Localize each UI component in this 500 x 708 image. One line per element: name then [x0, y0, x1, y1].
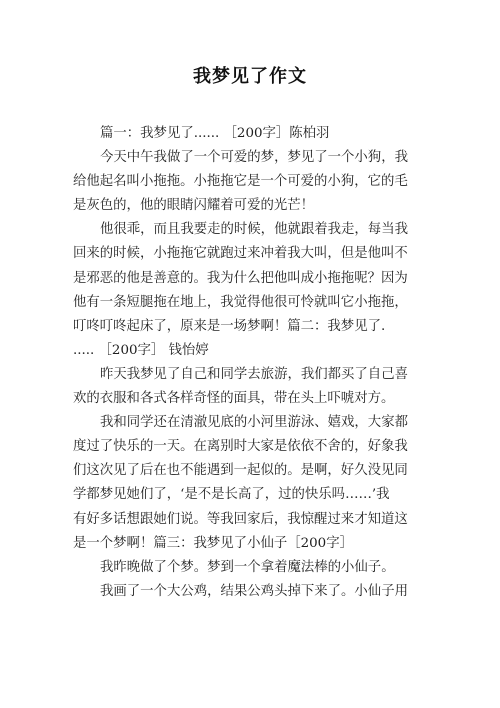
document-title: 我梦见了作文 — [193, 66, 307, 87]
body-line: 他很乖，而且我要走的时候，他就跟着我走，每当我 — [100, 222, 408, 238]
body-line: ..... ［200字］ 钱怡婷 — [73, 342, 209, 358]
body-line: 学都梦见她们了，‘是不是长高了，过的快乐吗……’我 — [73, 487, 390, 503]
body-line: 回来的时候，小拖拖它就跑过来冲着我大叫，但是他叫不 — [73, 246, 408, 262]
body-line: 给他起名叫小拖拖。小拖拖它是一个可爱的小狗，它的毛 — [73, 174, 408, 190]
body-line: 我画了一个大公鸡，结果公鸡头掉下来了。小仙子用 — [100, 583, 408, 599]
body-line: 是灰色的，他的眼睛闪耀着可爱的光芒！ — [73, 198, 315, 214]
body-line: 是邪恶的他是善意的。我为什么把他叫成小拖拖呢？因为 — [73, 270, 408, 286]
body-line: 欢的衣服和各式各样奇怪的面具，带在头上吓唬对方。 — [73, 391, 395, 407]
body-line: 昨天我梦见了自己和同学去旅游，我们都买了自己喜 — [100, 366, 408, 382]
body-line: 他有一条短腿拖在地上，我觉得他很可怜就叫它小拖拖， — [73, 294, 408, 310]
body-line: 是一个梦啊！篇三：我梦见了小仙子［200字］ — [73, 535, 353, 551]
body-line: 们这次见了后在也不能遇到一起似的。是啊，好久没见同 — [73, 463, 408, 479]
body-line: 我和同学还在清澈见底的小河里游泳、嬉戏，大家都 — [100, 415, 408, 431]
body-line: 我昨晚做了个梦。梦到一个拿着魔法棒的小仙子。 — [100, 559, 395, 575]
body-line: 度过了快乐的一天。在离别时大家是依依不舍的，好象我 — [73, 439, 408, 455]
body-line: 篇一：我梦见了...... ［200字］陈柏羽 — [100, 126, 330, 141]
document-body — [73, 122, 419, 604]
body-line: 叮咚叮咚起床了，原来是一场梦啊！篇二：我梦见了. — [73, 318, 386, 334]
body-line: 今天中午我做了一个可爱的梦，梦见了一个小狗，我 — [100, 150, 408, 166]
body-line: 有好多话想跟她们说。等我回家后，我惊醒过来才知道这 — [73, 511, 408, 527]
